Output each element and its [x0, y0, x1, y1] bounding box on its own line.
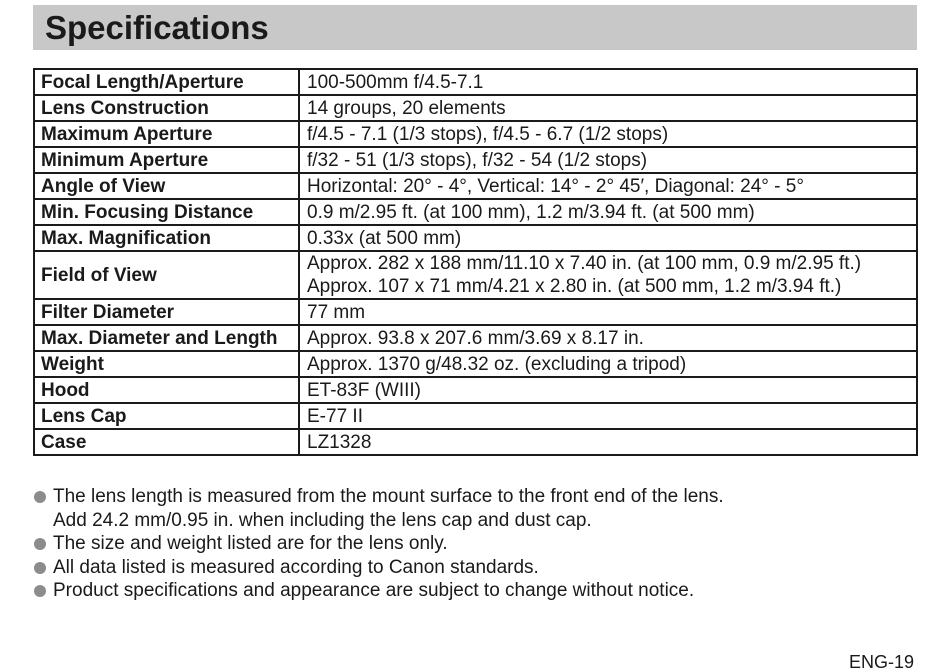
spec-label: Maximum Aperture	[34, 121, 299, 147]
spec-value-line: 77 mm	[307, 301, 366, 323]
spec-row	[34, 351, 917, 377]
spec-label: Weight	[34, 351, 299, 377]
spec-value-line: E-77 II	[307, 405, 363, 427]
spec-row	[34, 377, 917, 403]
page-number: ENG-19	[848, 652, 914, 672]
spec-row	[34, 69, 917, 95]
spec-row	[34, 173, 917, 199]
spec-row	[34, 251, 917, 299]
spec-row	[34, 95, 917, 121]
spec-label: Case	[34, 429, 299, 455]
page-title: Specifications	[45, 9, 269, 46]
spec-value-line: Approx. 1370 g/48.32 oz. (excluding a tripod)	[307, 353, 687, 375]
note-item	[33, 556, 923, 580]
spec-row	[34, 225, 917, 251]
spec-value-line: 0.33x (at 500 mm)	[307, 227, 462, 249]
spec-row	[34, 403, 917, 429]
spec-value-line: f/32 - 51 (1/3 stops), f/32 - 54 (1/2 stops)	[307, 149, 648, 171]
spec-value-line: 100-500mm f/4.5-7.1	[307, 71, 484, 93]
spec-label: Max. Diameter and Length	[34, 325, 299, 351]
spec-value-line: f/4.5 - 7.1 (1/3 stops), f/4.5 - 6.7 (1/2 stops)	[307, 123, 669, 145]
spec-value	[299, 225, 917, 251]
spec-value	[299, 251, 917, 299]
bullet-icon	[34, 538, 46, 550]
bullet-icon	[34, 562, 46, 574]
spec-value-line: Horizontal: 20° - 4°, Vertical: 14° - 2° 45′, Diagonal: 24° - 5°	[307, 175, 804, 197]
spec-value	[299, 147, 917, 173]
spec-label: Focal Length/Aperture	[34, 69, 299, 95]
spec-value-line: Approx. 282 x 188 mm/11.10 x 7.40 in. (at 100 mm, 0.9 m/2.95 ft.)	[307, 253, 862, 274]
spec-value-line: Approx. 107 x 71 mm/4.21 x 2.80 in. (at 500 mm, 1.2 m/3.94 ft.)	[307, 276, 842, 297]
spec-row	[34, 121, 917, 147]
spec-label: Lens Construction	[34, 95, 299, 121]
spec-value-line: ET-83F (WIII)	[307, 379, 421, 401]
spec-value	[299, 299, 917, 325]
note-text: The lens length is measured from the mount surface to the front end of the lens.	[53, 486, 724, 507]
spec-value-line: 0.9 m/2.95 ft. (at 100 mm), 1.2 m/3.94 ft. (at 500 mm)	[307, 201, 755, 223]
spec-value	[299, 325, 917, 351]
spec-label: Minimum Aperture	[34, 147, 299, 173]
spec-value	[299, 69, 917, 95]
spec-label: Filter Diameter	[34, 299, 299, 325]
note-item	[33, 485, 923, 532]
spec-row	[34, 429, 917, 455]
bullet-icon	[34, 585, 46, 597]
title-bar	[33, 5, 917, 50]
note-item	[33, 579, 923, 603]
note-text: All data listed is measured according to Canon standards.	[53, 556, 539, 578]
spec-label: Lens Cap	[34, 403, 299, 429]
spec-row	[34, 199, 917, 225]
spec-value	[299, 429, 917, 455]
spec-row	[34, 147, 917, 173]
spec-label: Max. Magnification	[34, 225, 299, 251]
spec-value	[299, 173, 917, 199]
spec-row	[34, 299, 917, 325]
spec-value	[299, 95, 917, 121]
note-text: The size and weight listed are for the lens only.	[53, 533, 448, 554]
specifications-table-body	[34, 69, 917, 455]
spec-label: Hood	[34, 377, 299, 403]
spec-value	[299, 377, 917, 403]
spec-value	[299, 199, 917, 225]
spec-label: Angle of View	[34, 173, 299, 199]
notes-list	[33, 485, 923, 603]
spec-value-line: Approx. 93.8 x 207.6 mm/3.69 x 8.17 in.	[307, 327, 644, 349]
spec-label: Field of View	[34, 251, 299, 299]
note-text: Add 24.2 mm/0.95 in. when including the lens cap and dust cap.	[53, 509, 592, 531]
specifications-table	[33, 68, 918, 456]
spec-value	[299, 403, 917, 429]
spec-label: Min. Focusing Distance	[34, 199, 299, 225]
spec-value-line: 14 groups, 20 elements	[307, 97, 506, 119]
bullet-icon	[34, 491, 46, 503]
note-item	[33, 532, 923, 556]
note-text: Product specifications and appearance are subject to change without notice.	[53, 580, 695, 601]
spec-value-line: LZ1328	[307, 431, 372, 453]
spec-row	[34, 325, 917, 351]
spec-value	[299, 121, 917, 147]
spec-value	[299, 351, 917, 377]
